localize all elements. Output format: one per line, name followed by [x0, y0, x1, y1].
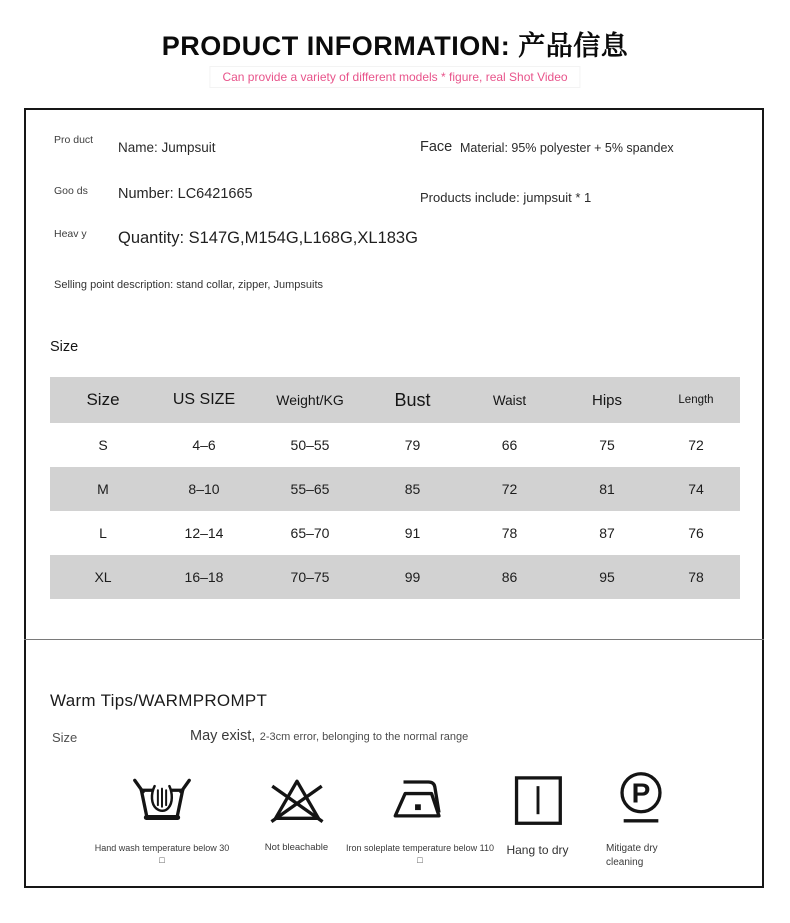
care-item-no-bleach: [234, 768, 359, 855]
product-row-label: Pro duct: [54, 134, 94, 146]
svg-text:P: P: [631, 777, 651, 809]
iron-low-heat-icon: [387, 768, 453, 834]
page-title: PRODUCT INFORMATION: 产品信息: [161, 31, 629, 61]
size-table-row-l: [50, 511, 740, 555]
goods-row-label: Goo ds: [54, 185, 88, 197]
size-table-header-cell: Bust: [368, 377, 457, 423]
size-table-cell: 55–65: [252, 467, 368, 511]
size-table-cell: 81: [562, 467, 652, 511]
size-section-heading: Size: [50, 339, 79, 355]
size-table-header-cell: Length: [652, 377, 740, 423]
warm-tips-detail-text: 2-3cm error, belonging to the normal range: [259, 731, 469, 743]
size-table-cell: 16–18: [156, 555, 252, 599]
selling-point-description: Selling point description: stand collar, zipper, Jumpsuits: [54, 279, 324, 291]
size-table-cell: 85: [368, 467, 457, 511]
size-table-header-cell: Weight/KG: [252, 377, 368, 423]
size-table-header-cell: US SIZE: [156, 377, 252, 423]
fabric-material: Material: 95% polyester + 5% spandex: [460, 141, 674, 155]
size-table-cell: 74: [652, 467, 740, 511]
care-label: Hand wash temperature below 30 □: [94, 843, 230, 866]
size-table-cell: 95: [562, 555, 652, 599]
care-label: Mitigate dry cleaning: [606, 843, 658, 868]
warm-tips-text: [190, 727, 468, 745]
size-table-header-row: [50, 377, 740, 423]
size-table-cell: 8–10: [156, 467, 252, 511]
care-item-dry-clean: [598, 768, 684, 869]
do-not-bleach-icon: [264, 768, 330, 834]
care-item-iron: [345, 768, 495, 866]
size-table-cell: 66: [501, 437, 518, 453]
size-table-header-cell: Hips: [562, 377, 652, 423]
size-table-header-cell: Waist: [457, 377, 562, 423]
size-table-cell: 70–75: [252, 555, 368, 599]
care-label: Not bleachable: [264, 842, 329, 853]
size-table-header-cell: Size: [50, 377, 156, 423]
size-table-cell: 91: [404, 525, 421, 541]
product-number: Number: LC6421665: [118, 186, 253, 202]
page-subtitle: Can provide a variety of different models * figure, real Shot Video: [209, 66, 580, 88]
size-table-cell: 72: [688, 437, 704, 453]
product-name: Name: Jumpsuit: [118, 140, 216, 155]
size-table-cell: M: [50, 467, 156, 511]
warm-tips-heading: Warm Tips/WARMPROMPT: [50, 691, 268, 710]
size-table-row-m: [50, 467, 740, 511]
size-table-cell: 72: [457, 467, 562, 511]
size-table-cell: L: [99, 525, 107, 541]
care-item-hang-dry: [475, 768, 600, 858]
size-table-cell: S: [98, 437, 108, 453]
size-table: [50, 377, 740, 599]
size-table-cell: 78: [501, 525, 518, 541]
size-table-cell: XL: [50, 555, 156, 599]
fabric-label: Face: [420, 139, 453, 155]
hand-wash-icon: [129, 768, 195, 834]
care-item-hand-wash: [92, 768, 232, 866]
size-table-cell: 50–55: [290, 437, 330, 453]
gentle-dry-clean-icon: [608, 768, 674, 834]
size-table-cell: 65–70: [290, 525, 330, 541]
size-table-row-xl: [50, 555, 740, 599]
size-table-cell: 99: [368, 555, 457, 599]
section-divider: [24, 639, 764, 640]
size-table-cell: 76: [688, 525, 704, 541]
warm-tips-size-label: Size: [52, 730, 78, 745]
care-label: Iron soleplate temperature below 110 □: [346, 843, 494, 866]
size-table-cell: 87: [599, 525, 615, 541]
products-include: Products include: jumpsuit * 1: [420, 190, 592, 205]
size-table-cell: 78: [652, 555, 740, 599]
care-label: Hang to dry: [506, 843, 569, 857]
size-table-cell: 86: [457, 555, 562, 599]
size-table-cell: 75: [599, 437, 615, 453]
hang-to-dry-icon: [505, 768, 571, 834]
size-table-cell: 4–6: [192, 437, 216, 453]
product-quantity: Quantity: S147G,M154G,L168G,XL183G: [118, 229, 418, 247]
weight-row-label: Heav y: [54, 228, 87, 240]
size-table-cell: 79: [404, 437, 421, 453]
warm-tips-main-text: May exist,: [190, 728, 256, 744]
size-table-cell: 12–14: [184, 525, 224, 541]
size-table-row-s: [50, 423, 740, 467]
